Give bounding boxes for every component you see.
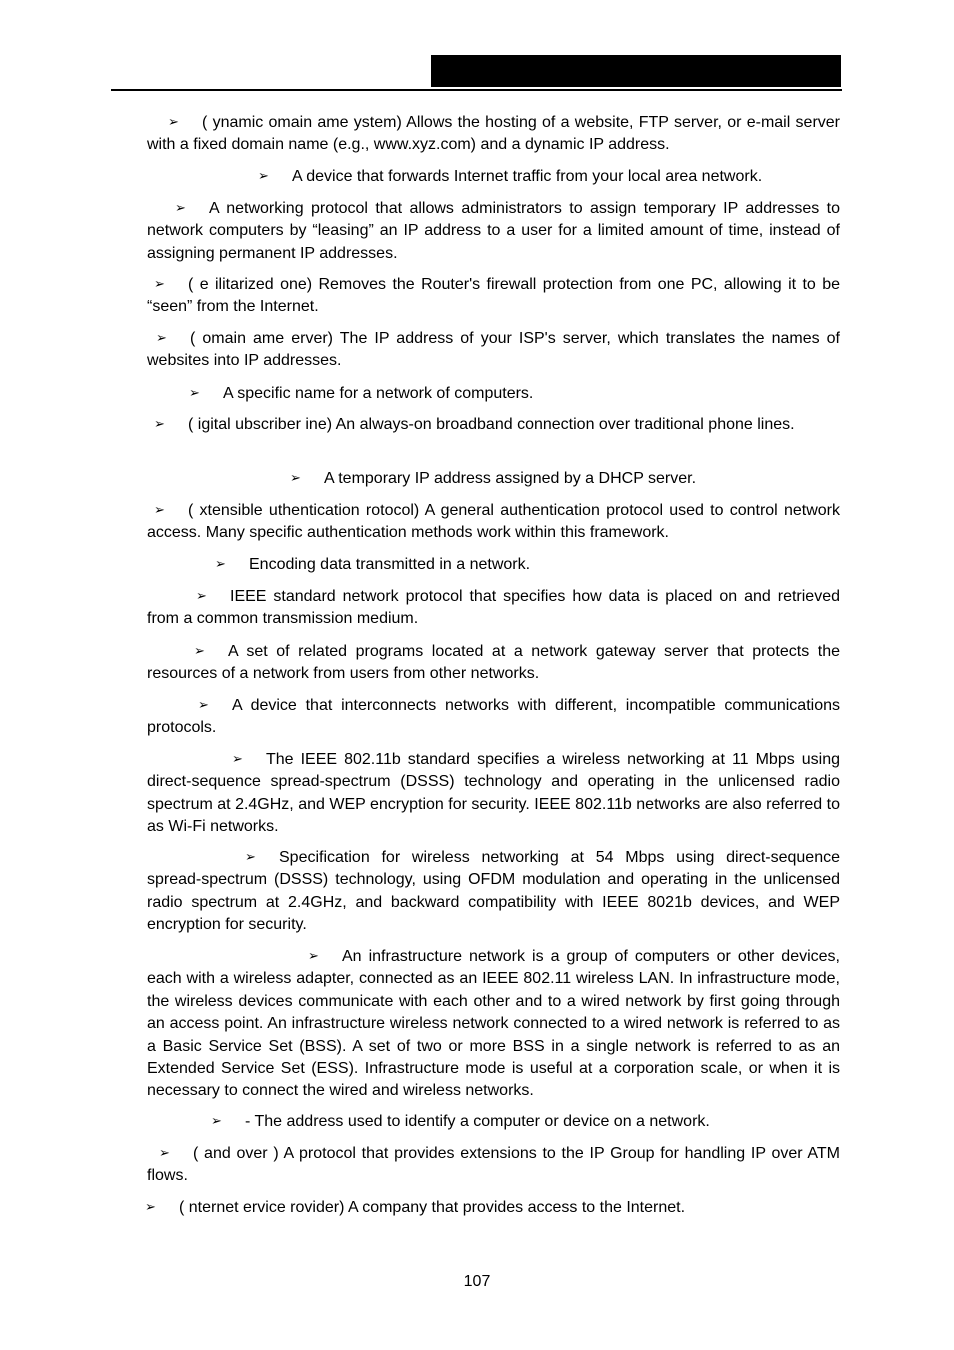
glossary-entry-dhcp xyxy=(147,198,840,265)
glossary-entry-ieee-802-11g xyxy=(147,847,840,937)
entry-text: A specific name for a network of computers. xyxy=(223,385,534,402)
bullet-arrow-icon: ➢ xyxy=(232,752,243,767)
bullet-arrow-icon: ➢ xyxy=(154,277,165,292)
glossary-entry-dsl xyxy=(147,414,840,436)
entry-text: A temporary IP address assigned by a DHCP server. xyxy=(324,470,697,487)
entry-text: ( e ilitarized one) Removes the Router's firewall protection from one PC, allowing it to be “seen” from the Internet. xyxy=(147,276,840,316)
bullet-arrow-icon: ➢ xyxy=(168,115,179,130)
glossary-entry-ethernet xyxy=(147,586,840,631)
glossary-entry-dns xyxy=(147,328,840,373)
bullet-arrow-icon: ➢ xyxy=(159,1146,170,1161)
glossary-entry-dmz xyxy=(147,274,840,319)
bullet-arrow-icon: ➢ xyxy=(245,850,256,865)
entry-text: ( xtensible uthentication rotocol) A general authentication protocol used to control network access. Many specific authentication methods work within this framework. xyxy=(147,502,840,542)
bullet-arrow-icon: ➢ xyxy=(156,331,167,346)
header-rule xyxy=(111,89,842,91)
entry-text: ( ynamic omain ame ystem) Allows the hosting of a website, FTP server, or e-mail server with a fixed domain name (e.g., www.xyz.com) and a dynamic IP address. xyxy=(147,114,840,154)
entry-text: ( and over ) A protocol that provides extensions to the IP Group for handling IP over ATM flows. xyxy=(147,1145,840,1185)
glossary-entry-firewall xyxy=(147,641,840,686)
entry-text: ( igital ubscriber ine) An always-on broadband connection over traditional phone lines. xyxy=(188,416,795,433)
entry-text: An infrastructure network is a group of computers or other devices, each with a wireless adapter, connected as an IEEE 802.11 wireless LAN. In infrastructure mode, the wireless devices communicate with each other and to a wired network by first going through an access point. An infrastructure wireless network connected to a wired network is referred to as a Basic Service Set (BSS). A set of two or more BSS in a single network is referred to as an Extended Service Set (ESS). Infrastructure mode is useful at a corporation scale, or when it is necessary to connect the wired and wireless networks. xyxy=(147,948,840,1100)
glossary-entry-isp xyxy=(147,1197,840,1219)
bullet-arrow-icon: ➢ xyxy=(154,503,165,518)
bullet-arrow-icon: ➢ xyxy=(154,417,165,432)
glossary-entry-ddns xyxy=(147,112,840,157)
header-bar xyxy=(431,55,841,87)
bullet-arrow-icon: ➢ xyxy=(194,644,205,659)
glossary-entry-gateway xyxy=(147,695,840,740)
glossary-entry-eap xyxy=(147,500,840,545)
bullet-arrow-icon: ➢ xyxy=(211,1114,222,1129)
bullet-arrow-icon: ➢ xyxy=(196,589,207,604)
glossary-entry-domain-name xyxy=(147,383,840,405)
entry-text: ( omain ame erver) The IP address of your ISP's server, which translates the names of websites into IP addresses. xyxy=(147,330,840,370)
glossary-entry-dynamic-ip xyxy=(147,468,840,490)
glossary-entry-default-gateway xyxy=(147,166,840,188)
entry-text: IEEE standard network protocol that specifies how data is placed on and retrieved from a common transmission medium. xyxy=(147,588,840,628)
glossary-entry-infrastructure-network xyxy=(147,946,840,1103)
bullet-arrow-icon: ➢ xyxy=(215,557,226,572)
glossary-entry-ieee-802-11b xyxy=(147,749,840,839)
page-number: 107 xyxy=(463,1273,491,1290)
bullet-arrow-icon: ➢ xyxy=(290,471,301,486)
bullet-arrow-icon: ➢ xyxy=(175,201,186,216)
bullet-arrow-icon: ➢ xyxy=(258,169,269,184)
bullet-arrow-icon: ➢ xyxy=(198,698,209,713)
entry-text: A networking protocol that allows administrators to assign temporary IP addresses to network computers by “leasing” an IP address to a user for a limited amount of time, instead of assigning permanent IP addresses. xyxy=(147,200,840,262)
entry-text: A device that forwards Internet traffic from your local area network. xyxy=(292,168,763,185)
entry-text: The IEEE 802.11b standard specifies a wireless networking at 11 Mbps using direct-sequence spread-spectrum (DSSS) technology and operating in the unlicensed radio spectrum at 2.4GHz, and WEP encryption for security. IEEE 802.11b networks are also referred to as Wi-Fi networks. xyxy=(147,751,840,836)
entry-text: ( nternet ervice rovider) A company that provides access to the Internet. xyxy=(179,1199,686,1216)
bullet-arrow-icon: ➢ xyxy=(189,386,200,401)
glossary-entry-ipoa xyxy=(147,1143,840,1188)
entry-text: - The address used to identify a computer or device on a network. xyxy=(245,1113,710,1130)
entry-text: A set of related programs located at a network gateway server that protects the resources of a network from users from other networks. xyxy=(147,643,840,683)
bullet-arrow-icon: ➢ xyxy=(308,949,319,964)
entry-text: Encoding data transmitted in a network. xyxy=(249,556,531,573)
entry-text: Specification for wireless networking at 54 Mbps using direct-sequence spread-spectrum (DSSS) technology, using OFDM modulation and operating in the unlicensed radio spectrum at 2.4GHz, and backward compatibility with IEEE 8021b devices, and WEP encryption for security. xyxy=(147,849,840,934)
entry-text: A device that interconnects networks with different, incompatible communications protocols. xyxy=(147,697,840,737)
glossary-entry-ip-address xyxy=(147,1111,840,1133)
glossary-entry-encryption xyxy=(147,554,840,576)
bullet-arrow-icon: ➢ xyxy=(145,1200,156,1215)
